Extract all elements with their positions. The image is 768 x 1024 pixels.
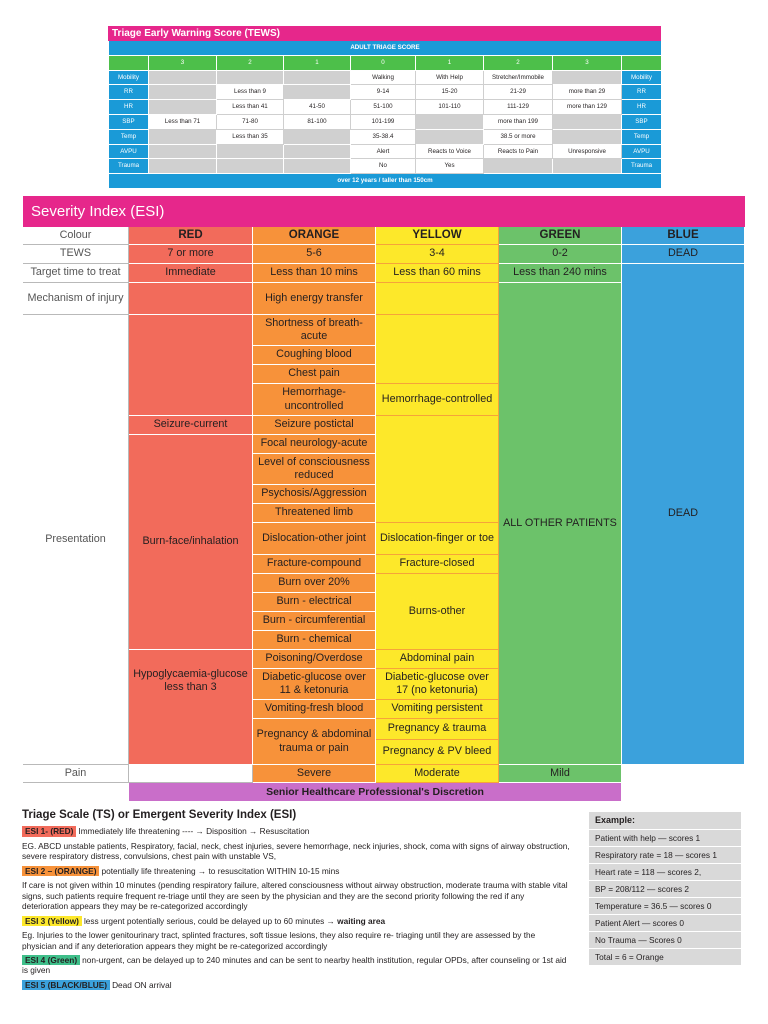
col-blue-header: BLUE bbox=[622, 227, 745, 245]
example-row: Heart rate = 118 — scores 2, bbox=[589, 863, 741, 880]
red-cell bbox=[129, 283, 253, 315]
tews-cell bbox=[149, 100, 217, 115]
yellow-target: Less than 60 mins bbox=[376, 264, 499, 283]
esi3-line bbox=[22, 916, 570, 926]
yellow-item: Vomiting persistent bbox=[376, 700, 499, 719]
tews-score-header: 3 bbox=[553, 56, 622, 71]
tews-cell: Less than 41 bbox=[217, 100, 284, 115]
tews-row-label: Trauma bbox=[109, 159, 149, 174]
orange-item: Seizure postictal bbox=[253, 416, 376, 435]
green-pain: Mild bbox=[499, 765, 622, 783]
tews-cell: Yes bbox=[416, 159, 484, 174]
tews-score-header: 3 bbox=[149, 56, 217, 71]
tews-cell: Stretcher/Immobile bbox=[484, 71, 553, 86]
tews-grid bbox=[108, 41, 661, 189]
tews-row-label: HR bbox=[109, 100, 149, 115]
tews-corner bbox=[109, 56, 149, 71]
tews-title: Triage Early Warning Score (TEWS) bbox=[108, 26, 661, 41]
esi1-tag: ESI 1- (RED) bbox=[22, 826, 76, 836]
tews-row-label: SBP bbox=[109, 115, 149, 130]
tews-row-label: Temp bbox=[109, 130, 149, 145]
tews-cell: Reacts to Pain bbox=[484, 145, 553, 160]
example-row: Respiratory rate = 18 — scores 1 bbox=[589, 846, 741, 863]
tews-row-label: HR bbox=[622, 100, 662, 115]
tews-score-header: 1 bbox=[416, 56, 484, 71]
yellow-cell bbox=[376, 283, 499, 315]
tews-cell bbox=[284, 130, 351, 145]
orange-item: Poisoning/Overdose bbox=[253, 650, 376, 669]
tews-cell bbox=[284, 85, 351, 100]
blue-tews: DEAD bbox=[622, 245, 745, 264]
triage-notes bbox=[22, 808, 570, 994]
esi5-text: Dead ON arrival bbox=[112, 979, 172, 990]
yellow-cell bbox=[376, 315, 499, 384]
tews-row-label: Temp bbox=[622, 130, 662, 145]
esi2-example: If care is not given within 10 minutes (pending respiratory failure, altered consciousness without airway obstruction, moderate trauma with stable vital signs, such patients require frequent re-triage until they are seen by the physician and they are the second priority following the red if any deterioration appears they may be re-categorized accordingly bbox=[22, 880, 568, 912]
example-row: Temperature = 36.5 — scores 0 bbox=[589, 897, 741, 914]
tews-cell: 38.5 or more bbox=[484, 130, 553, 145]
orange-item: Burn - chemical bbox=[253, 631, 376, 650]
tews-cell bbox=[217, 159, 284, 174]
orange-pain: Severe bbox=[253, 765, 376, 783]
tews-cell bbox=[553, 130, 622, 145]
orange-item: Vomiting-fresh blood bbox=[253, 700, 376, 719]
example-row: Patient with help — scores 1 bbox=[589, 829, 741, 846]
yellow-tews: 3-4 bbox=[376, 245, 499, 264]
tews-cell: No bbox=[351, 159, 416, 174]
example-row: BP = 208/112 — scores 2 bbox=[589, 880, 741, 897]
blue-presentation: DEAD bbox=[622, 264, 745, 765]
red-item: Hypoglycaemia-glucose less than 3 bbox=[129, 650, 253, 765]
tews-cell: 81-100 bbox=[284, 115, 351, 130]
esi4-line bbox=[22, 955, 570, 976]
tews-cell: Less than 9 bbox=[217, 85, 284, 100]
orange-item: Chest pain bbox=[253, 365, 376, 384]
tews-cell: With Help bbox=[416, 71, 484, 86]
esi3-text: less urgent potentially serious, could be delayed up to 60 minutes → bbox=[83, 915, 335, 926]
col-yellow-header: YELLOW bbox=[376, 227, 499, 245]
tews-cell: Unresponsive bbox=[553, 145, 622, 160]
orange-item: Fracture-compound bbox=[253, 555, 376, 574]
tews-score-header: 2 bbox=[217, 56, 284, 71]
orange-item: Diabetic-glucose over 11 & ketonuria bbox=[253, 669, 376, 700]
yellow-item: Dislocation-finger or toe bbox=[376, 523, 499, 555]
example-row: Patient Alert — scores 0 bbox=[589, 914, 741, 931]
row-label-pain: Pain bbox=[23, 765, 129, 783]
example-title: Example: bbox=[595, 815, 636, 825]
tews-cell bbox=[217, 71, 284, 86]
orange-item: Hemorrhage-uncontrolled bbox=[253, 384, 376, 416]
tews-cell: 51-100 bbox=[351, 100, 416, 115]
yellow-item: Fracture-closed bbox=[376, 555, 499, 574]
tews-cell bbox=[149, 130, 217, 145]
discretion-bar: Senior Healthcare Professional's Discretion bbox=[129, 783, 622, 802]
row-label-mechanism: Mechanism of injury bbox=[23, 283, 129, 315]
tews-cell bbox=[149, 159, 217, 174]
tews-cell: Reacts to Voice bbox=[416, 145, 484, 160]
green-presentation: ALL OTHER PATIENTS bbox=[499, 283, 622, 765]
red-target: Immediate bbox=[129, 264, 253, 283]
orange-item: High energy transfer bbox=[253, 283, 376, 315]
tews-cell: Less than 35 bbox=[217, 130, 284, 145]
tews-score-header: 1 bbox=[284, 56, 351, 71]
orange-item: Dislocation-other joint bbox=[253, 523, 376, 555]
col-green-header: GREEN bbox=[499, 227, 622, 245]
tews-row-label: RR bbox=[622, 85, 662, 100]
notes-heading: Triage Scale (TS) or Emergent Severity Index (ESI) bbox=[22, 809, 297, 821]
red-tews: 7 or more bbox=[129, 245, 253, 264]
tews-cell: 101-199 bbox=[351, 115, 416, 130]
row-label-tews: TEWS bbox=[23, 245, 129, 264]
yellow-item: Abdominal pain bbox=[376, 650, 499, 669]
tews-table bbox=[108, 26, 661, 189]
tews-footer: over 12 years / taller than 150cm bbox=[109, 174, 662, 189]
tews-cell: 41-50 bbox=[284, 100, 351, 115]
tews-cell: 35-38.4 bbox=[351, 130, 416, 145]
yellow-pain: Moderate bbox=[376, 765, 499, 783]
tews-cell bbox=[217, 145, 284, 160]
green-tews: 0-2 bbox=[499, 245, 622, 264]
orange-item: Shortness of breath-acute bbox=[253, 315, 376, 346]
tews-cell bbox=[149, 71, 217, 86]
tews-score-header: 2 bbox=[484, 56, 553, 71]
orange-target: Less than 10 mins bbox=[253, 264, 376, 283]
orange-item: Psychosis/Aggression bbox=[253, 485, 376, 504]
tews-cell bbox=[149, 145, 217, 160]
yellow-item: Burns-other bbox=[376, 574, 499, 650]
row-label-target: Target time to treat bbox=[23, 264, 129, 283]
orange-item: Threatened limb bbox=[253, 504, 376, 523]
tews-cell: Walking bbox=[351, 71, 416, 86]
esi-table bbox=[23, 196, 745, 804]
tews-cell bbox=[553, 115, 622, 130]
esi-title: Severity Index (ESI) bbox=[23, 196, 745, 227]
esi2-line bbox=[22, 866, 570, 876]
tews-cell bbox=[416, 115, 484, 130]
esi1-text: Immediately life threatening ---- → Disposition → Resuscitation bbox=[78, 826, 310, 837]
row-label-colour: Colour bbox=[23, 227, 129, 245]
tews-cell: more than 29 bbox=[553, 85, 622, 100]
tews-row-label: AVPU bbox=[622, 145, 662, 160]
red-cell bbox=[129, 315, 253, 416]
tews-cell: 15-20 bbox=[416, 85, 484, 100]
esi4-tag: ESI 4 (Green) bbox=[22, 955, 80, 965]
esi2-tag: ESI 2 – (ORANGE) bbox=[22, 866, 99, 876]
tews-cell: 71-80 bbox=[217, 115, 284, 130]
orange-tews: 5-6 bbox=[253, 245, 376, 264]
yellow-item: Pregnancy & trauma bbox=[376, 719, 499, 740]
row-label-presentation: Presentation bbox=[23, 315, 129, 765]
tews-cell bbox=[149, 85, 217, 100]
tews-cell: more than 199 bbox=[484, 115, 553, 130]
tews-cell bbox=[553, 159, 622, 174]
tews-cell: more than 129 bbox=[553, 100, 622, 115]
example-box bbox=[589, 812, 741, 965]
orange-item: Coughing blood bbox=[253, 346, 376, 365]
yellow-item: Diabetic-glucose over 17 (no ketonuria) bbox=[376, 669, 499, 700]
tews-cell: 101-110 bbox=[416, 100, 484, 115]
orange-item: Focal neurology-acute bbox=[253, 435, 376, 454]
example-row: Total = 6 = Orange bbox=[589, 948, 741, 965]
red-item: Burn-face/inhalation bbox=[129, 435, 253, 650]
tews-row-label: Mobility bbox=[622, 71, 662, 86]
tews-cell bbox=[284, 71, 351, 86]
tews-row-label: Trauma bbox=[622, 159, 662, 174]
yellow-item: Pregnancy & PV bleed bbox=[376, 740, 499, 765]
tews-row-label: RR bbox=[109, 85, 149, 100]
tews-corner bbox=[622, 56, 662, 71]
green-target: Less than 240 mins bbox=[499, 264, 622, 283]
example-row: No Trauma — Scores 0 bbox=[589, 931, 741, 948]
tews-row-label: AVPU bbox=[109, 145, 149, 160]
tews-cell bbox=[284, 145, 351, 160]
esi3-bold: waiting area bbox=[337, 915, 386, 926]
orange-item: Burn over 20% bbox=[253, 574, 376, 593]
tews-row-label: SBP bbox=[622, 115, 662, 130]
tews-cell bbox=[553, 71, 622, 86]
tews-subtitle: ADULT TRIAGE SCORE bbox=[109, 41, 662, 56]
tews-row-label: Mobility bbox=[109, 71, 149, 86]
esi5-tag: ESI 5 (BLACK/BLUE) bbox=[22, 980, 110, 990]
esi3-tag: ESI 3 (Yellow) bbox=[22, 916, 82, 926]
col-red-header: RED bbox=[129, 227, 253, 245]
red-item: Seizure-current bbox=[129, 416, 253, 435]
tews-cell: Less than 71 bbox=[149, 115, 217, 130]
tews-cell bbox=[416, 130, 484, 145]
yellow-cell bbox=[376, 416, 499, 523]
esi4-text: non-urgent, can be delayed up to 240 minutes and can be sent to nearby health institution, regular OPDs, after counseling or 1st aid is given bbox=[22, 955, 567, 976]
tews-cell bbox=[484, 159, 553, 174]
esi2-text: potentially life threatening → to resuscitation WITHIN 10-15 mins bbox=[101, 865, 340, 876]
orange-item: Pregnancy & abdominal trauma or pain bbox=[253, 719, 376, 765]
orange-item: Level of consciousness reduced bbox=[253, 454, 376, 485]
esi5-line bbox=[22, 980, 570, 990]
yellow-item: Hemorrhage-controlled bbox=[376, 384, 499, 416]
esi1-example: EG. ABCD unstable patients, Respiratory, facial, neck, chest injuries, severe hemorrhage, neck injuries, shock, coma with signs of airway obstruction, severe respiratory distress, convulsions, chest pain with unstable VS, bbox=[22, 840, 570, 862]
tews-score-header: 0 bbox=[351, 56, 416, 71]
orange-item: Burn - circumferential bbox=[253, 612, 376, 631]
esi3-example: Eg. Injuries to the lower genitourinary tract, splinted fractures, soft tissue lesions, they also require re- triaging until they are assessed by the physician and if any deterioration appears they might be re-categorized accordingly bbox=[22, 930, 536, 951]
tews-cell: Alert bbox=[351, 145, 416, 160]
tews-cell bbox=[284, 159, 351, 174]
tews-cell: 111-129 bbox=[484, 100, 553, 115]
tews-cell: 21-29 bbox=[484, 85, 553, 100]
col-orange-header: ORANGE bbox=[253, 227, 376, 245]
red-pain bbox=[129, 765, 253, 783]
esi1-line bbox=[22, 826, 570, 836]
orange-item: Burn - electrical bbox=[253, 593, 376, 612]
tews-cell: 9-14 bbox=[351, 85, 416, 100]
